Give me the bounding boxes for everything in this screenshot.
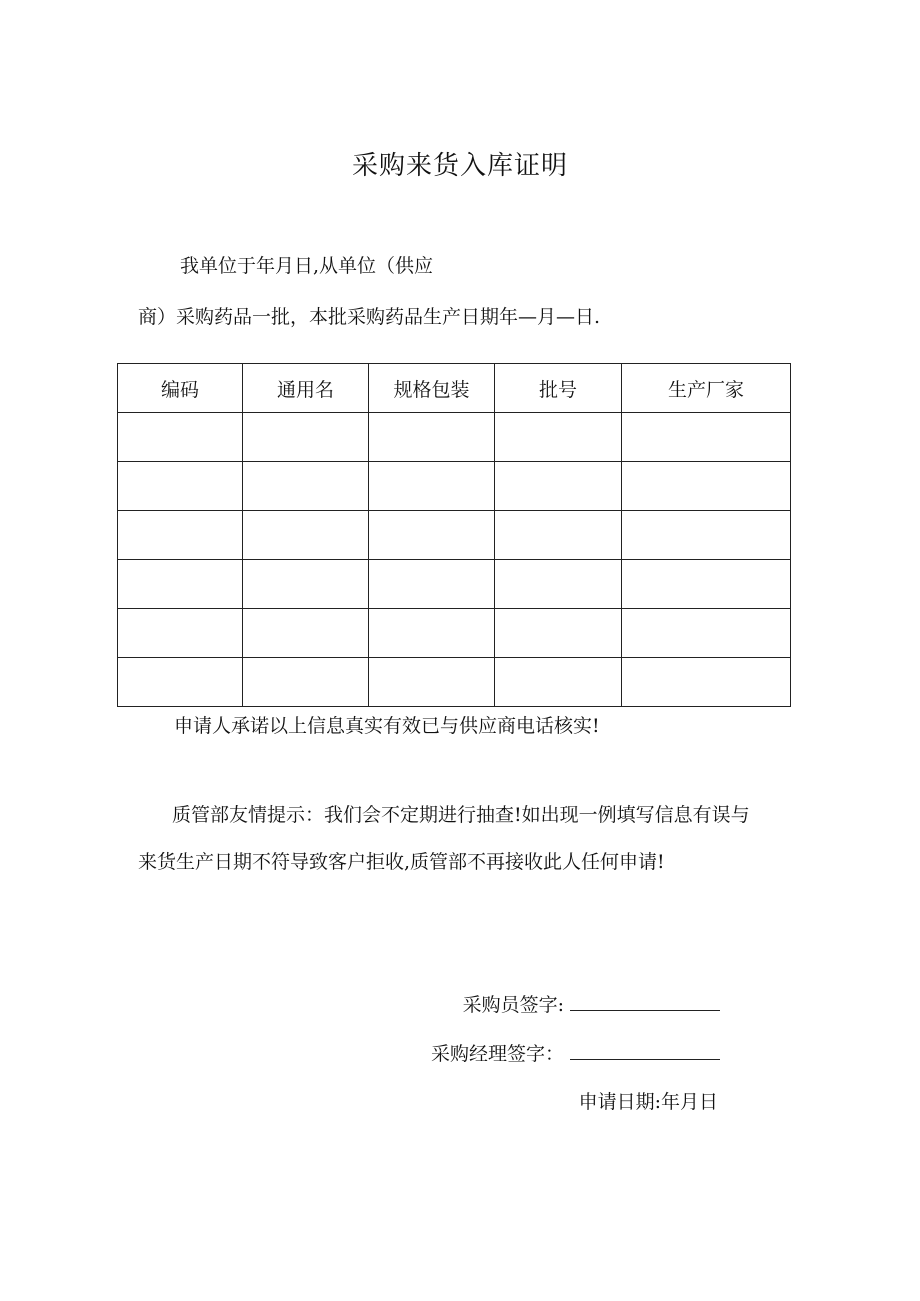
table-cell[interactable] — [622, 658, 791, 707]
intro-line-1: 我单位于年月日,从单位（供应 — [180, 255, 434, 277]
header-manufacturer: 生产厂家 — [622, 364, 791, 413]
table-cell[interactable] — [369, 560, 495, 609]
table-cell[interactable] — [495, 413, 622, 462]
table-header-row — [118, 364, 791, 413]
table-cell[interactable] — [118, 511, 243, 560]
table-cell[interactable] — [118, 609, 243, 658]
table-cell[interactable] — [369, 511, 495, 560]
manager-signature-label: 采购经理签字： — [430, 1043, 564, 1065]
table-cell[interactable] — [622, 462, 791, 511]
table-cell[interactable] — [622, 609, 791, 658]
table-cell[interactable] — [118, 658, 243, 707]
table-cell[interactable] — [495, 560, 622, 609]
document-title: 采购来货入库证明 — [351, 151, 568, 181]
table-cell[interactable] — [495, 658, 622, 707]
manager-signature-line[interactable] — [570, 1041, 720, 1060]
table-row — [118, 609, 791, 658]
table-cell[interactable] — [369, 462, 495, 511]
table-row — [118, 658, 791, 707]
table-cell[interactable] — [243, 560, 369, 609]
table-cell[interactable] — [118, 560, 243, 609]
table-cell[interactable] — [495, 462, 622, 511]
header-code: 编码 — [118, 364, 243, 413]
table-cell[interactable] — [369, 658, 495, 707]
manager-signature — [431, 1039, 720, 1066]
table-cell[interactable] — [243, 609, 369, 658]
intro-line-2: 商）采购药品一批，本批采购药品生产日期年—月—日. — [138, 306, 601, 328]
table-cell[interactable] — [243, 413, 369, 462]
table-cell[interactable] — [622, 560, 791, 609]
notice-line-1: 质管部友情提示：我们会不定期进行抽查!如出现一例填写信息有误与 — [172, 804, 750, 826]
table-row — [118, 462, 791, 511]
purchaser-signature — [463, 990, 720, 1017]
header-spec-package: 规格包装 — [369, 364, 495, 413]
header-batch-number: 批号 — [495, 364, 622, 413]
table-cell[interactable] — [243, 658, 369, 707]
table-cell[interactable] — [495, 511, 622, 560]
table-cell[interactable] — [369, 413, 495, 462]
purchaser-signature-label: 采购员签字: — [462, 994, 564, 1016]
purchaser-signature-line[interactable] — [570, 992, 720, 1011]
table-cell[interactable] — [118, 462, 243, 511]
table-cell[interactable] — [622, 511, 791, 560]
notice-line-2: 来货生产日期不符导致客户拒收,质管部不再接收此人任何申请! — [138, 851, 665, 873]
table-cell[interactable] — [369, 609, 495, 658]
table-cell[interactable] — [118, 413, 243, 462]
application-date: 申请日期:年月日 — [578, 1091, 718, 1113]
header-generic-name: 通用名 — [243, 364, 369, 413]
table-cell[interactable] — [495, 609, 622, 658]
table-cell[interactable] — [243, 462, 369, 511]
table-row — [118, 413, 791, 462]
table-cell[interactable] — [622, 413, 791, 462]
table-cell[interactable] — [243, 511, 369, 560]
table-row — [118, 511, 791, 560]
commitment-statement: 申请人承诺以上信息真实有效已与供应商电话核实! — [174, 715, 600, 737]
table-row — [118, 560, 791, 609]
goods-table — [117, 363, 791, 707]
